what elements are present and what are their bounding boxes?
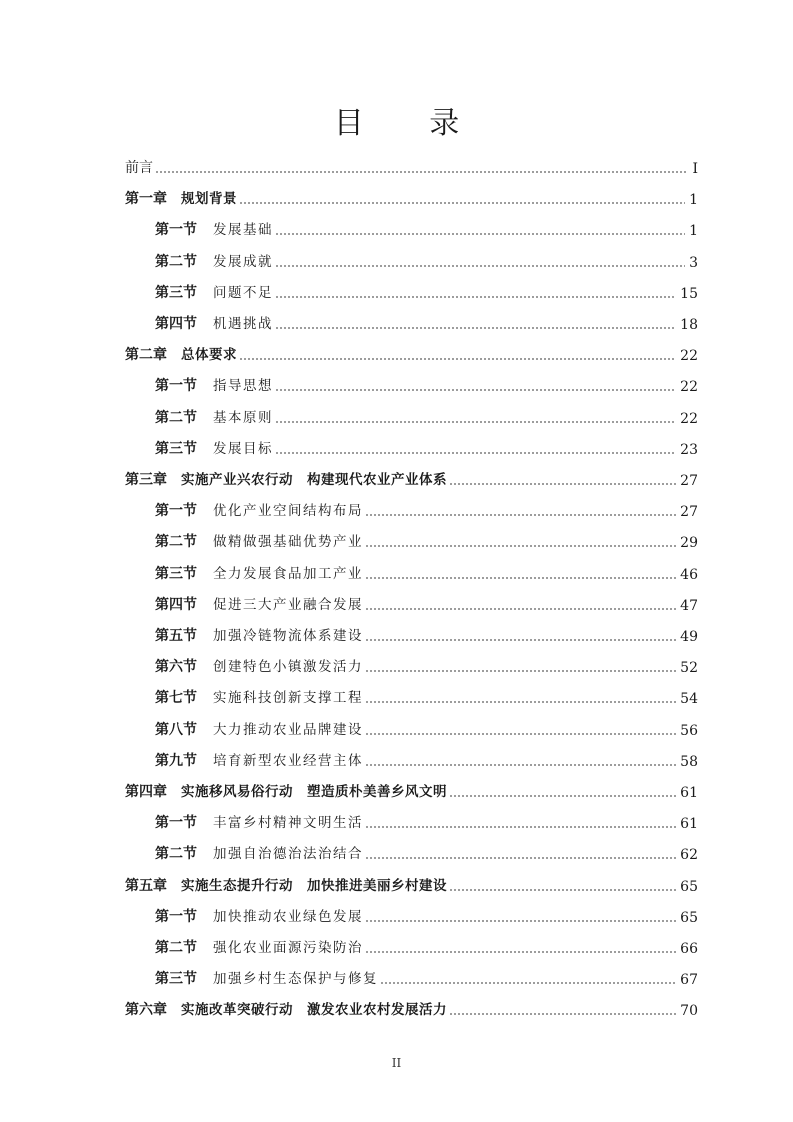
toc-page-number: 56 — [680, 722, 698, 739]
toc-dot-leader — [449, 889, 676, 891]
toc-entry-text: 发展目标 — [213, 440, 273, 457]
toc-section-row[interactable] — [0, 902, 793, 928]
toc-page-number: 61 — [680, 816, 698, 833]
toc-dot-leader — [239, 202, 685, 204]
toc-entry-text: 创建特色小镇激发活力 — [213, 659, 363, 676]
toc-entry-title — [155, 218, 273, 239]
toc-chapter-row[interactable] — [0, 153, 793, 179]
toc-page-number: 22 — [680, 379, 698, 396]
toc-entry-label: 第一节 — [155, 503, 197, 520]
toc-page-number: 3 — [689, 254, 698, 271]
toc-entry-title — [155, 905, 363, 926]
toc-page-number: 52 — [680, 660, 698, 677]
toc-chapter-row[interactable] — [0, 465, 793, 491]
toc-entry-text: 机遇挑战 — [213, 316, 273, 332]
toc-dot-leader — [365, 514, 676, 516]
toc-entry-text: 指导思想 — [213, 378, 273, 395]
toc-section-row[interactable] — [0, 746, 793, 772]
toc-section-row[interactable] — [0, 434, 793, 460]
toc-section-row[interactable] — [0, 371, 793, 397]
toc-entry-title — [125, 468, 447, 489]
toc-section-row[interactable] — [0, 715, 793, 741]
toc-entry-label: 第四节 — [155, 596, 197, 613]
toc-entry-label: 第三节 — [155, 284, 197, 301]
toc-entry-text: 实施改革突破行动 激发农业农村发展活力 — [181, 1002, 447, 1019]
toc-dot-leader — [365, 608, 676, 610]
toc-entry-text: 实施移风易俗行动 塑造质朴美善乡风文明 — [181, 784, 447, 800]
toc-page-number: 47 — [680, 597, 698, 614]
toc-entry-title — [125, 874, 447, 895]
toc-section-row[interactable] — [0, 403, 793, 429]
toc-entry-title — [155, 250, 273, 271]
toc-entry-title — [155, 967, 378, 988]
toc-entry-title — [125, 780, 447, 801]
toc-page-number: I — [692, 161, 698, 177]
toc-entry-title — [125, 187, 237, 208]
toc-entry-title — [155, 936, 363, 957]
toc-page-number: 27 — [680, 504, 698, 521]
toc-entry-label: 第二节 — [155, 940, 197, 956]
toc-page-number: 54 — [680, 691, 698, 708]
toc-dot-leader — [275, 327, 676, 329]
toc-entry-title — [155, 749, 363, 770]
toc-dot-leader — [275, 296, 676, 298]
toc-entry-title — [155, 811, 363, 832]
toc-entry-label: 第一节 — [155, 815, 197, 832]
toc-entry-label: 第四章 — [125, 784, 167, 800]
toc-dot-leader — [380, 982, 676, 984]
toc-entry-text: 发展基础 — [213, 222, 273, 239]
toc-entry-title — [155, 624, 363, 645]
toc-entry-text: 实施产业兴农行动 构建现代农业产业体系 — [181, 472, 447, 488]
toc-page-number: 23 — [680, 441, 698, 458]
toc-dot-leader — [275, 421, 676, 423]
toc-dot-leader — [365, 639, 676, 641]
toc-entry-title — [155, 718, 363, 739]
toc-section-row[interactable] — [0, 215, 793, 241]
toc-entry-text: 加强自治德治法治结合 — [213, 846, 363, 863]
toc-chapter-row[interactable] — [0, 184, 793, 210]
toc-section-row[interactable] — [0, 496, 793, 522]
toc-entry-label: 第一节 — [155, 222, 197, 239]
toc-page-number: 66 — [680, 941, 698, 957]
toc-entry-title — [155, 842, 363, 863]
toc-entry-text: 优化产业空间结构布局 — [213, 503, 363, 520]
toc-page-number: 65 — [680, 909, 698, 926]
toc-chapter-row[interactable] — [0, 995, 793, 1021]
toc-dot-leader — [365, 733, 676, 735]
toc-entry-label: 第七节 — [155, 690, 197, 707]
toc-entry-title — [155, 437, 273, 458]
footer-page-number: II — [391, 1056, 402, 1070]
toc-dot-leader — [155, 171, 688, 173]
toc-dot-leader — [365, 577, 676, 579]
toc-page-number: 61 — [680, 785, 698, 801]
toc-entry-title — [155, 281, 273, 302]
toc-dot-leader — [365, 920, 676, 922]
toc-page-number: 1 — [689, 223, 698, 240]
toc-dot-leader — [365, 545, 676, 547]
toc-section-row[interactable] — [0, 683, 793, 709]
toc-entry-text: 发展成就 — [213, 253, 273, 270]
toc-entry-title — [125, 343, 237, 364]
toc-entry-label: 第二节 — [155, 534, 197, 551]
toc-section-row[interactable] — [0, 933, 793, 959]
toc-dot-leader — [365, 951, 676, 953]
toc-page-number: 18 — [680, 317, 698, 333]
toc-entry-title — [155, 593, 363, 614]
toc-entry-title — [155, 562, 363, 583]
toc-entry-text: 全力发展食品加工产业 — [213, 565, 363, 582]
toc-section-row[interactable] — [0, 278, 793, 304]
toc-entry-text: 规划背景 — [181, 191, 237, 208]
toc-chapter-row[interactable] — [0, 340, 793, 366]
toc-entry-text: 加强乡村生态保护与修复 — [213, 971, 378, 988]
toc-page-number: 46 — [680, 566, 698, 583]
toc-page-number: 1 — [689, 192, 698, 209]
toc-dot-leader — [275, 452, 676, 454]
toc-entry-text: 实施科技创新支撑工程 — [213, 690, 363, 707]
toc-section-row[interactable] — [0, 652, 793, 678]
toc-entry-label: 第九节 — [155, 752, 197, 769]
toc-entry-label: 第一节 — [155, 908, 197, 925]
toc-entry-text: 促进三大产业融合发展 — [213, 596, 363, 613]
toc-section-row[interactable] — [0, 621, 793, 647]
toc-page-number: 29 — [680, 535, 698, 552]
toc-entry-text: 实施生态提升行动 加快推进美丽乡村建设 — [181, 877, 447, 894]
toc-dot-leader — [365, 764, 676, 766]
toc-entry-label: 第二节 — [155, 253, 197, 270]
toc-page-number: 65 — [680, 878, 698, 895]
toc-entry-text: 丰富乡村精神文明生活 — [213, 815, 363, 832]
toc-entry-title — [155, 499, 363, 520]
toc-section-row[interactable] — [0, 808, 793, 834]
toc-entry-label: 第八节 — [155, 721, 197, 738]
page-title: 目 录 — [333, 106, 488, 141]
toc-page-number: 22 — [680, 348, 698, 365]
toc-entry-label: 第六章 — [125, 1002, 167, 1019]
toc-dot-leader — [275, 265, 685, 267]
toc-entry-text: 加快推动农业绿色发展 — [213, 908, 363, 925]
toc-page-number: 49 — [680, 629, 698, 645]
toc-entry-text: 问题不足 — [213, 284, 273, 301]
toc-entry-label: 第二节 — [155, 409, 197, 426]
toc-entry-text: 强化农业面源污染防治 — [213, 940, 363, 956]
toc-entry-title — [155, 530, 363, 551]
toc-dot-leader — [365, 670, 676, 672]
toc-dot-leader — [449, 795, 676, 797]
toc-page-number: 58 — [680, 753, 698, 770]
toc-entry-label: 第三章 — [125, 472, 167, 488]
toc-chapter-row[interactable] — [0, 777, 793, 803]
toc-entry-label: 前言 — [125, 160, 153, 176]
toc-dot-leader — [239, 358, 676, 360]
toc-entry-text: 大力推动农业品牌建设 — [213, 721, 363, 738]
toc-section-row[interactable] — [0, 590, 793, 616]
toc-entry-text: 加强冷链物流体系建设 — [213, 628, 363, 644]
toc-section-row[interactable] — [0, 247, 793, 273]
toc-entry-text: 培育新型农业经营主体 — [213, 752, 363, 769]
toc-dot-leader — [449, 1013, 676, 1015]
toc-entry-label: 第五节 — [155, 628, 197, 644]
toc-entry-label: 第一节 — [155, 378, 197, 395]
toc-page-number: 22 — [680, 410, 698, 427]
toc-entry-label: 第三节 — [155, 971, 197, 988]
toc-page-number: 62 — [680, 847, 698, 864]
toc-dot-leader — [449, 483, 676, 485]
toc-dot-leader — [275, 233, 685, 235]
toc-entry-title — [125, 157, 153, 177]
toc-dot-leader — [365, 857, 676, 859]
toc-entry-title — [155, 374, 273, 395]
toc-entry-title — [125, 998, 447, 1019]
toc-entry-label: 第三节 — [155, 565, 197, 582]
toc-entry-label: 第五章 — [125, 877, 167, 894]
toc-section-row[interactable] — [0, 309, 793, 335]
toc-page-number: 27 — [680, 473, 698, 489]
toc-entry-label: 第二章 — [125, 347, 167, 364]
toc-entry-title — [155, 406, 273, 427]
toc-entry-label: 第一章 — [125, 191, 167, 208]
toc-chapter-row[interactable] — [0, 871, 793, 897]
toc-dot-leader — [275, 389, 676, 391]
toc-entry-title — [155, 686, 363, 707]
toc-entry-text: 总体要求 — [181, 347, 237, 364]
toc-section-row[interactable] — [0, 527, 793, 553]
toc-dot-leader — [365, 826, 676, 828]
toc-page-number: 67 — [680, 972, 698, 989]
toc-section-row[interactable] — [0, 839, 793, 865]
toc-page-number: 15 — [680, 285, 698, 302]
toc-section-row[interactable] — [0, 559, 793, 585]
toc-entry-text: 做精做强基础优势产业 — [213, 534, 363, 551]
toc-page-number: 70 — [680, 1003, 698, 1020]
toc-entry-text: 基本原则 — [213, 409, 273, 426]
toc-entry-label: 第四节 — [155, 316, 197, 332]
toc-entry-title — [155, 655, 363, 676]
toc-entry-label: 第二节 — [155, 846, 197, 863]
toc-entry-label: 第六节 — [155, 659, 197, 676]
toc-entry-title — [155, 312, 273, 333]
toc-section-row[interactable] — [0, 964, 793, 990]
toc-entry-label: 第三节 — [155, 440, 197, 457]
toc-dot-leader — [365, 701, 676, 703]
